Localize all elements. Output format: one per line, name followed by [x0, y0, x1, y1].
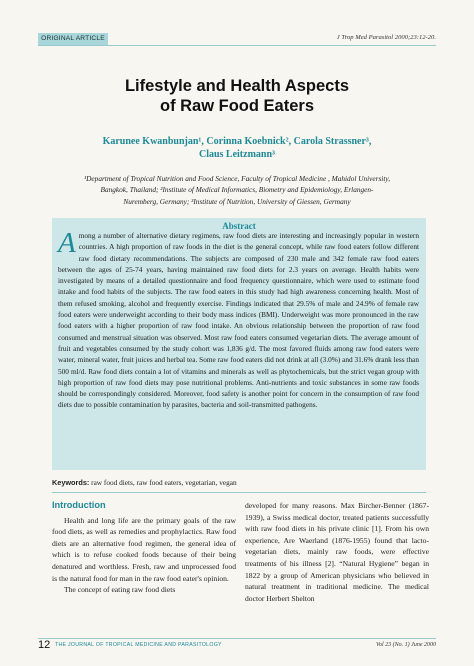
footer-rule: [38, 638, 436, 639]
affiliation-line-3: Nuremberg, Germany; ³Institute of Nutrition, University of Giessen, Germany: [123, 196, 351, 206]
keywords-label: Keywords:: [52, 478, 90, 487]
header-rule: [38, 45, 436, 46]
body-column-right: [245, 500, 429, 604]
title-line-2: of Raw Food Eaters: [159, 96, 315, 115]
affiliation-line-2: Bangkok, Thailand; ²Institute of Medical Informatics, Biometry and Epidemiology, Erlangen-: [100, 185, 374, 195]
abstract-body-text: mong a number of alternative dietary regimens, raw food diets are interesting and increasingly popular in western countries. A high proportion of raw foods in the diet is the general concept, while raw food eaters follow different raw food dietary recommendations. The subjects are composed of 230 male and 342 female raw food eaters between the ages of 25-74 years, having maintained raw food diets for 2.3 years on average. Health habits were investigated by means of a detailed questionnaire and food frequency questionnaire, which were used to estimate food intake and food habits of the subjects. The raw food eaters in this study had high awareness concerning health. Most of them refused smoking, alcohol and frequently exercise. Findings indicated that 29.5% of male and 24.9% of female raw food eaters were underweight according to their body mass indices (BMI). Underweight was more pronounced in the raw food eaters with a higher proportion of raw food intake. An obvious relationship between the proportion of raw food consumed and menstrual situation was observed. Most raw food eaters consumed vegetarian diets. The average amount of fruit and vegetables consumed by the study cohort was 1,836 g/d. The most favored fluids among raw food eaters were water, mineral water, fruit juices and herbal tea. Some raw food eaters did not drink at all (3.0%) and 31.6% drank less than 500 ml/d. Raw food diets contain a lot of vitamins and minerals as well as phytochemicals, but the strict vegan group with high proportion of raw food diets may pose nutritional problems. Anti-nutrients and toxic substances in some raw foods should be correspondingly considered. Moreover, food safety is another point for concern in the consumption of raw food diets due to possible contamination by parasites, bacteria and soil-transmitted pathogens.: [58, 231, 419, 410]
affiliations: [58, 173, 416, 207]
introduction-heading: Introduction: [52, 500, 106, 510]
keywords-line: [52, 478, 432, 487]
intro-paragraph-2: The concept of eating raw food diets: [64, 585, 176, 595]
abstract-text: [58, 227, 419, 411]
title-line-1: Lifestyle and Health Aspects: [124, 77, 350, 95]
footer-journal-name: THE JOURNAL OF TROPICAL MEDICINE AND PARASITOLOGY: [55, 642, 222, 648]
journal-citation: J Trop Med Parasitol 2000;23:12-20.: [336, 34, 436, 41]
authors-line-1: Karunee Kwanbunjan¹, Corinna Koebnick², Carola Strassner³,: [102, 136, 372, 147]
intro-paragraph-1: Health and long life are the primary goals of the raw food diets, as well as remedies and prophylactics. Raw food diets are an alternative food regimen, the general idea of which is to refuse cooked foods because of their being denatured and worthless. Fresh, raw and unprocessed food is the natural food for man in the raw food eater's opinion.: [52, 515, 236, 583]
author-list: [60, 136, 414, 161]
abstract-dropcap: A: [58, 227, 76, 259]
body-column-left: [52, 500, 236, 596]
keywords-rule: [52, 492, 426, 493]
article-title: [60, 77, 414, 116]
footer-volume: Vol 23 (No. 1) June 2000: [376, 642, 436, 648]
abstract-heading: Abstract: [222, 221, 256, 231]
authors-line-2: Claus Leitzmann³: [198, 148, 276, 160]
article-type-tag: ORIGINAL ARTICLE: [38, 33, 108, 45]
intro-continued-text: developed for many reasons. Max Bircher-Benner (1867-1939), a Swiss medical doctor, treated patients successfully with raw food diets in his private clinic [1]. From his own experience, Are Waerland (1876-1955) found that lacto-vegetarian diets, mainly raw foods, were effective treatments of his illness [2]. “Natural Hygiene” began in 1822 by a group of American physicians who believed in natural treatment in traditional medicine. The medical doctor Herbert Shelton: [245, 501, 429, 603]
page-number: 12: [38, 639, 51, 651]
affiliation-line-1: ¹Department of Tropical Nutrition and Food Science, Faculty of Tropical Medicine , Mahidol University,: [83, 174, 391, 183]
keywords-value: raw food diets, raw food eaters, vegetarian, vegan: [91, 478, 237, 487]
